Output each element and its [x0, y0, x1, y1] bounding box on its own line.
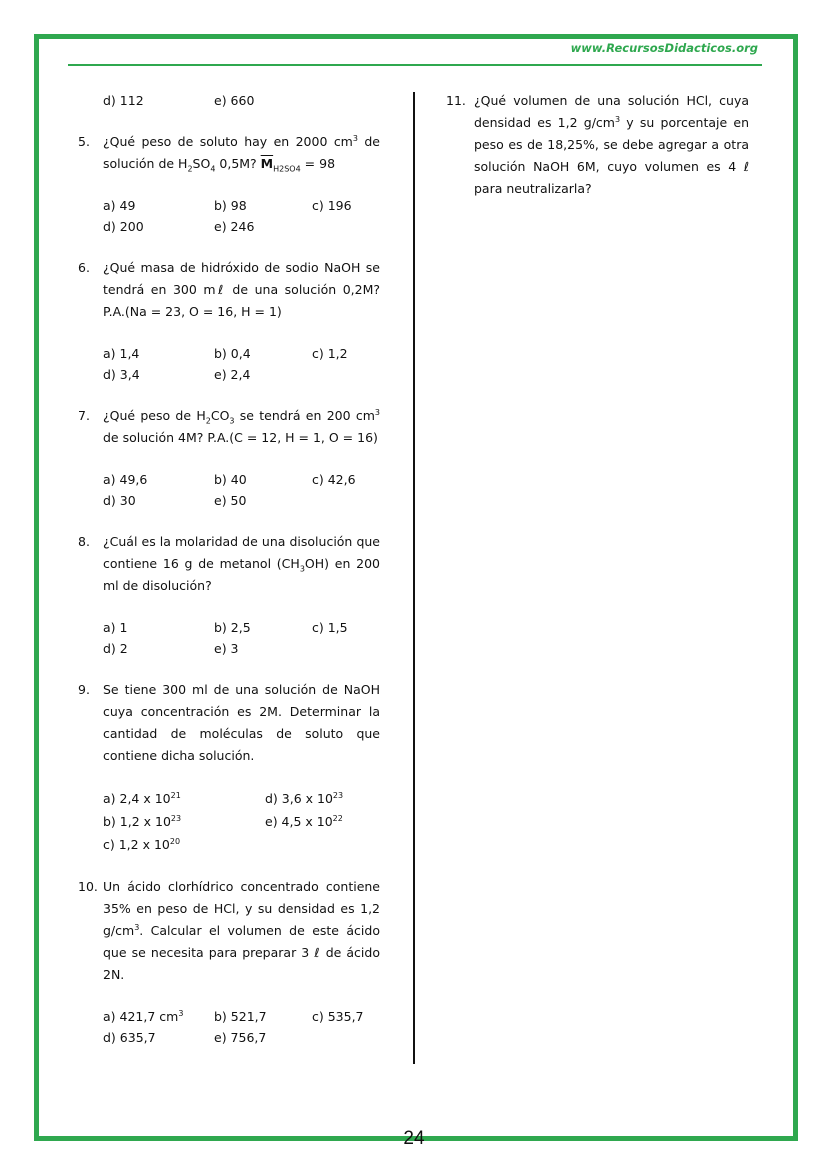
option: b) 2,5: [214, 620, 251, 635]
question-8-number: 8.: [78, 534, 90, 549]
header-rule: [68, 64, 762, 66]
q4-options-tail: [78, 90, 380, 111]
option: d) 2: [103, 641, 128, 656]
option: d) 3,6 x $10^{23}$: [265, 790, 344, 806]
question-5-number: 5.: [78, 134, 90, 149]
option: b) 0,4: [214, 346, 251, 361]
question-10-options: [78, 1006, 380, 1048]
option: e) 246: [214, 219, 255, 234]
question-6-options: [78, 343, 380, 385]
molar-mass-symbol: $\overline{M}$: [260, 156, 274, 171]
option: a) 49,6: [103, 472, 148, 487]
question-9-number: 9.: [78, 682, 90, 697]
option: e) 3: [214, 641, 239, 656]
option: a) 2,4 x $10^{21}$: [103, 790, 181, 806]
column-divider: [413, 92, 415, 1064]
question-8-options: [78, 617, 380, 659]
option: d) 30: [103, 493, 136, 508]
option: c) 196: [312, 198, 352, 213]
option: d) 635,7: [103, 1030, 156, 1045]
option: c) 42,6: [312, 472, 356, 487]
page-number: 24: [403, 1128, 425, 1149]
option: a) 1: [103, 620, 128, 635]
option: a) 421,7 $cm^3$: [103, 1008, 184, 1024]
option: e) 756,7: [214, 1030, 267, 1045]
question-6-number: 6.: [78, 260, 90, 275]
option: e) 4,5 x $10^{22}$: [265, 813, 343, 829]
option: b) 40: [214, 472, 247, 487]
option: d) 200: [103, 219, 144, 234]
left-column: [78, 90, 380, 1048]
option: b) 1,2 x $10^{23}$: [103, 813, 182, 829]
q4-option-e: e) 660: [214, 93, 255, 108]
option: b) 98: [214, 198, 247, 213]
option: e) 2,4: [214, 367, 251, 382]
right-column: [446, 90, 749, 200]
question-6: 6. ¿Qué masa de hidróxido de sodio NaOH se tendrá en 300 mℓ de una solución 0,2M? P.A.(Na = 23, O = 16, H = 1): [78, 257, 380, 323]
option: a) 49: [103, 198, 136, 213]
question-8: 8. ¿Cuál es la molaridad de una disolución que contiene 16 g de metanol $(CH_3OH)$ en 200 ml de disolución?: [78, 531, 380, 597]
q4-option-d: d) 112: [103, 93, 144, 108]
question-7: 7. ¿Qué peso de $H_2CO_3$ se tendrá en 200 $cm^3$ de solución 4M? P.A.(C = 12, H = 1, O = 16): [78, 405, 380, 449]
option: c) 1,2: [312, 346, 348, 361]
question-9: 9. Se tiene 300 ml de una solución de NaOH cuya concentración es 2M. Determinar la cantidad de moléculas de soluto que contiene dicha solución.: [78, 679, 380, 767]
question-7-number: 7.: [78, 408, 90, 423]
question-10: 10. Un ácido clorhídrico concentrado contiene 35% en peso de HCl, y su densidad es 1,2 $g/cm^3$. Calcular el volumen de este ácido que se necesita para preparar 3 ℓ de ácido 2N.: [78, 876, 380, 986]
question-11: 11. ¿Qué volumen de una solución HCl, cuya densidad es 1,2 $g/cm^3$ y su porcentaje en peso es de 18,25%, se debe agregar a otra solución NaOH 6M, cuyo volumen es 4 ℓ para neutralizarla?: [446, 90, 749, 200]
question-5: 5. ¿Qué peso de soluto hay en 2000 $cm^3$ de solución de $H_2SO_4$ 0,5M? $\overline{M}_{H2SO4} = 98$: [78, 131, 380, 175]
option: c) 1,2 x $10^{20}$: [103, 836, 181, 852]
option: d) 3,4: [103, 367, 140, 382]
option: a) 1,4: [103, 346, 140, 361]
site-url: www.RecursosDidacticos.org: [570, 41, 758, 55]
question-10-number: 10.: [78, 879, 98, 894]
question-11-number: 11.: [446, 93, 466, 108]
option: b) 521,7: [214, 1009, 267, 1024]
question-5-options: [78, 195, 380, 237]
option: c) 1,5: [312, 620, 348, 635]
question-9-options: [78, 787, 380, 856]
option: c) 535,7: [312, 1009, 364, 1024]
question-7-options: [78, 469, 380, 511]
option: e) 50: [214, 493, 247, 508]
